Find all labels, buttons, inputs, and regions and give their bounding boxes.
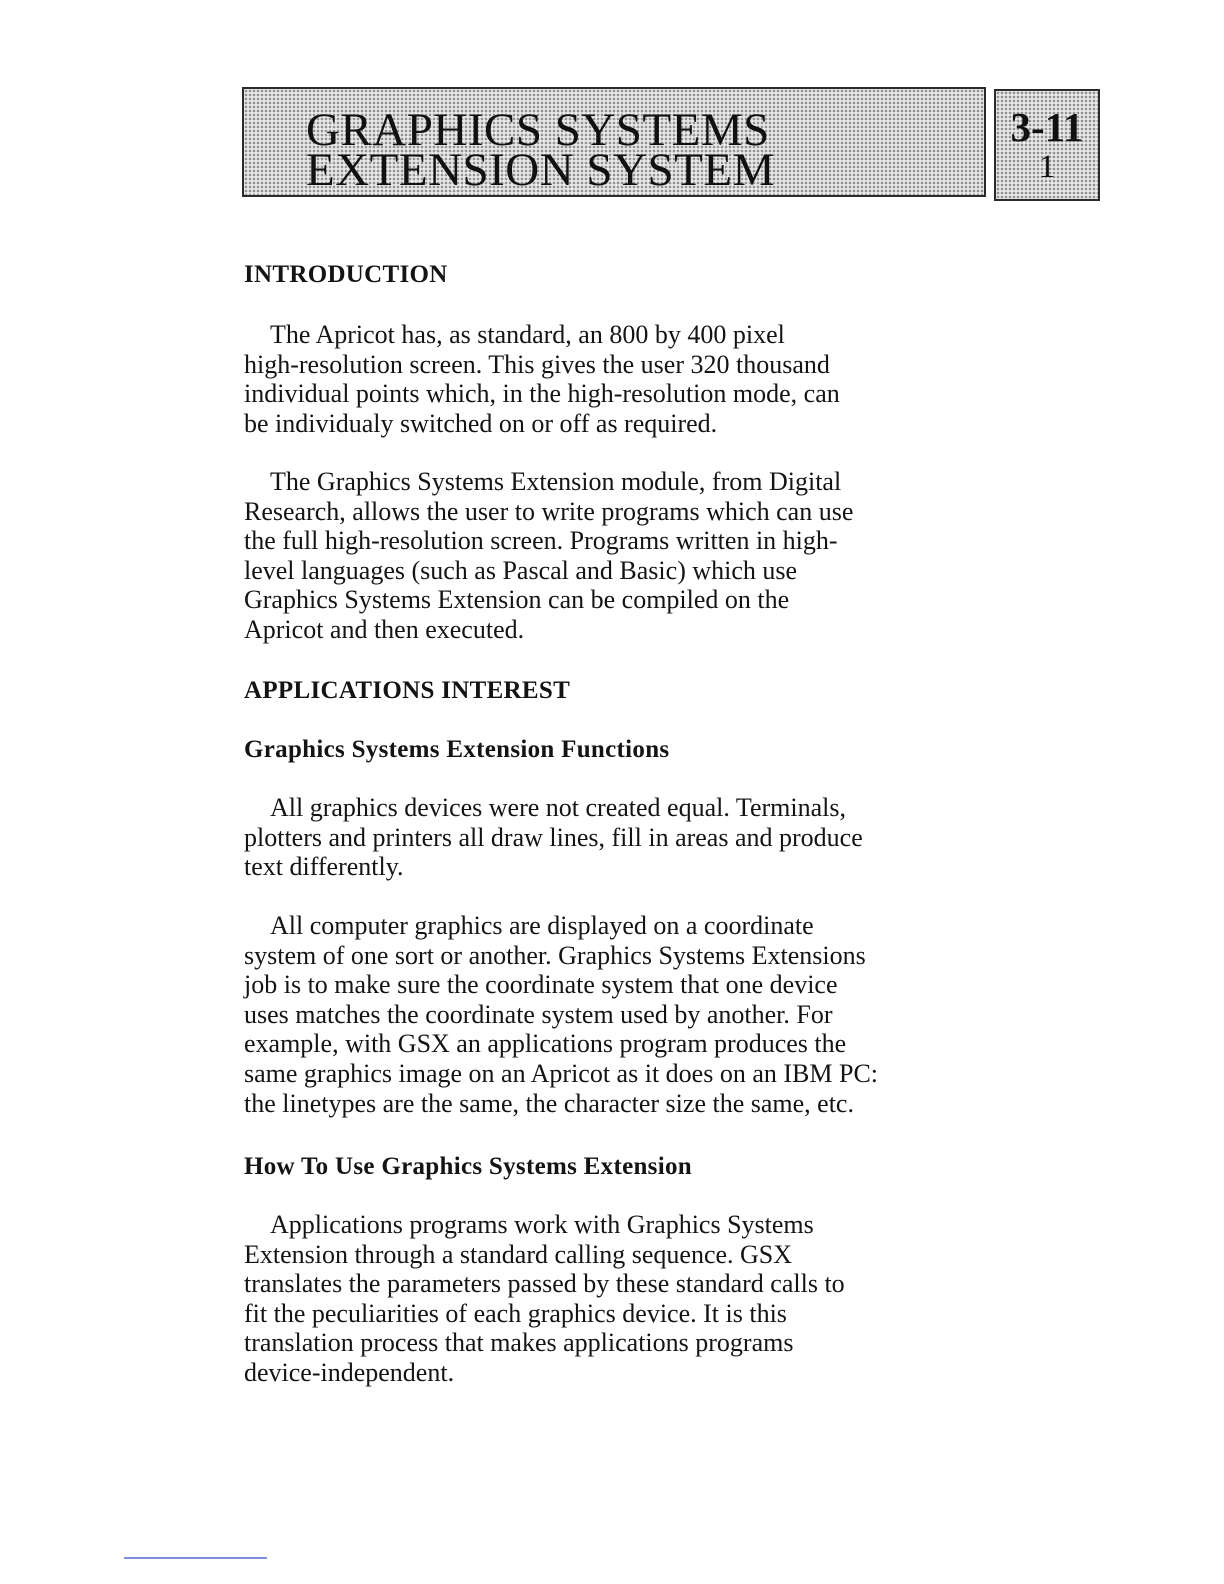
text-line: All graphics devices were not created equal. Terminals, <box>270 793 846 822</box>
text-line: Apricot and then executed. <box>244 614 525 644</box>
section-tab <box>994 89 1100 201</box>
text-line: fit the peculiarities of each graphics device. It is this <box>244 1298 787 1328</box>
paragraph-intro-1 <box>244 320 1004 438</box>
text-line: level languages (such as Pascal and Basic) which use <box>244 555 798 585</box>
text-line: device-independent. <box>244 1357 455 1387</box>
text-line: Research, allows the user to write programs which can use <box>244 496 854 526</box>
text-line: example, with GSX an applications program produces the <box>244 1029 847 1059</box>
text-line: All computer graphics are displayed on a coordinate <box>270 911 814 940</box>
heading-introduction: INTRODUCTION <box>244 261 448 288</box>
heading-how-to-use: How To Use Graphics Systems Extension <box>244 1153 692 1180</box>
text-line: translates the parameters passed by these standard calls to <box>244 1269 845 1299</box>
section-page-number: 1 <box>1038 149 1056 185</box>
chapter-title-banner <box>242 87 986 197</box>
text-line: system of one sort or another. Graphics Systems Extensions <box>244 940 866 970</box>
heading-applications-interest: APPLICATIONS INTEREST <box>244 677 571 704</box>
paragraph-how-to-use <box>244 1210 1004 1388</box>
text-line: The Graphics Systems Extension module, from Digital <box>270 467 842 496</box>
footer-divider <box>124 1557 267 1559</box>
paragraph-intro-2 <box>244 467 1004 645</box>
text-line: The Apricot has, as standard, an 800 by 400 pixel <box>270 320 785 349</box>
chapter-title-line-2: EXTENSION SYSTEM <box>306 144 775 196</box>
chapter-title-line-1: GRAPHICS SYSTEMS <box>306 104 770 156</box>
text-line: same graphics image on an Apricot as it does on an IBM PC: <box>244 1058 879 1088</box>
text-line: uses matches the coordinate system used by another. For <box>244 999 833 1029</box>
paragraph-functions-1 <box>244 793 1004 882</box>
heading-gsx-functions: Graphics Systems Extension Functions <box>244 736 670 763</box>
text-line: text differently. <box>244 852 404 882</box>
text-line: the full high-resolution screen. Programs written in high- <box>244 526 838 556</box>
text-line: the linetypes are the same, the character size the same, etc. <box>244 1088 854 1118</box>
text-line: Graphics Systems Extension can be compiled on the <box>244 585 790 615</box>
text-line: individual points which, in the high-resolution mode, can <box>244 379 840 409</box>
paragraph-functions-2 <box>244 911 1004 1118</box>
text-line: job is to make sure the coordinate system that one device <box>244 970 838 1000</box>
text-line: plotters and printers all draw lines, fill in areas and produce <box>244 822 863 852</box>
text-line: Extension through a standard calling sequence. GSX <box>244 1239 793 1269</box>
text-line: high-resolution screen. This gives the user 320 thousand <box>244 349 830 379</box>
section-number: 3-11 <box>1010 104 1084 150</box>
text-line: be individualy switched on or off as required. <box>244 408 718 438</box>
text-line: Applications programs work with Graphics Systems <box>270 1210 814 1239</box>
text-line: translation process that makes applications programs <box>244 1328 794 1358</box>
